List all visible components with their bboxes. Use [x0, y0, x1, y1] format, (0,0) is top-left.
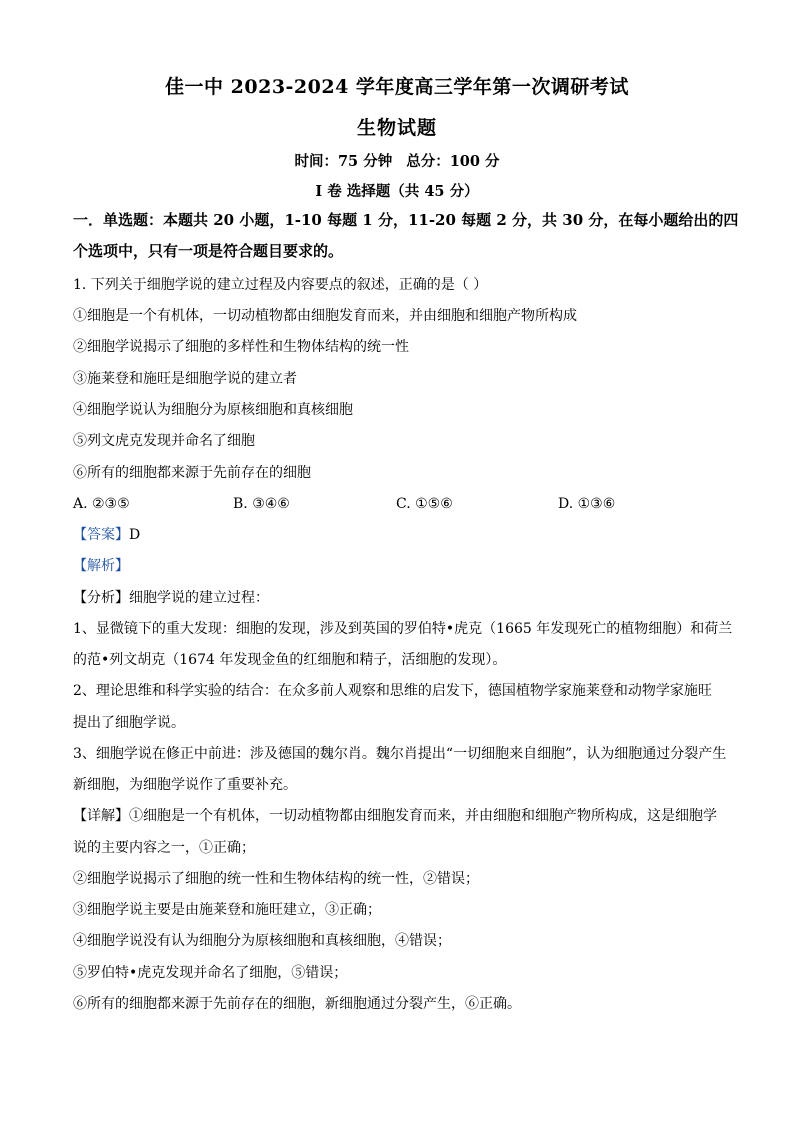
- section-instruction-line2: 个选项中，只有一项是符合题目要求的。: [73, 242, 344, 260]
- analysis-line-6: 新细胞，为细胞学说作了重要补充。: [73, 777, 297, 793]
- statement-1: ①细胞是一个有机体，一切动植物都由细胞发育而来，并由细胞和细胞产物所构成: [73, 308, 577, 324]
- detail-line-5: ⑤罗伯特•虎克发现并命名了细胞，⑤错误；: [73, 965, 348, 981]
- option-a: A. ②③⑤: [73, 496, 130, 512]
- detail-label: 【详解】: [73, 808, 129, 824]
- analysis-intro-text: 细胞学说的建立过程：: [129, 590, 269, 606]
- section-instruction-line1: 一．单选题：本题共 20 小题，1-10 每题 1 分，11-20 每题 2 分，共 30 分，在每小题给出的四: [73, 211, 739, 229]
- analysis-label: 【解析】: [73, 558, 129, 574]
- exam-title: 佳一中 2023-2024 学年度高三学年第一次调研考试: [165, 76, 629, 98]
- analysis-line-2: 的范•列文胡克（1674 年发现金鱼的红细胞和精子，活细胞的发现）。: [73, 652, 507, 668]
- statement-5: ⑤列文虎克发现并命名了细胞: [73, 433, 255, 449]
- exam-time: 时间：75 分钟: [294, 153, 393, 170]
- analysis-line-3: 2、理论思维和科学实验的结合：在众多前人观察和思维的启发下，德国植物学家施莱登和动物学家施旺: [73, 683, 712, 699]
- detail-first-line: [73, 806, 717, 826]
- analysis-intro: [73, 588, 269, 608]
- statement-6: ⑥所有的细胞都来源于先前存在的细胞: [73, 465, 311, 481]
- statement-4: ④细胞学说认为细胞分为原核细胞和真核细胞: [73, 402, 353, 418]
- volume-heading: I 卷 选择题（共 45 分）: [315, 183, 479, 200]
- analysis-line-1: 1、显微镜下的重大发现：细胞的发现，涉及到英国的罗伯特•虎克（1665 年发现死亡的植物细胞）和荷兰: [73, 621, 733, 637]
- detail-line-6: ⑥所有的细胞都来源于先前存在的细胞，新细胞通过分裂产生，⑥正确。: [73, 996, 521, 1012]
- detail-line-1: 说的主要内容之一，①正确；: [73, 840, 255, 856]
- analysis-heading: [73, 556, 129, 576]
- answer-label: 【答案】: [73, 527, 129, 543]
- question-stem: 1. 下列关于细胞学说的建立过程及内容要点的叙述，正确的是（ ）: [73, 277, 488, 293]
- analysis-line-4: 提出了细胞学说。: [73, 715, 185, 731]
- analysis-intro-label: 【分析】: [73, 590, 129, 606]
- analysis-line-5: 3、细胞学说在修正中前进：涉及德国的魏尔肖。魏尔肖提出“一切细胞来自细胞”，认为细胞通过分裂产生: [73, 746, 727, 762]
- option-c: C. ①⑤⑥: [396, 496, 453, 512]
- answer-value: D: [129, 527, 141, 543]
- detail-first-text: ①细胞是一个有机体，一切动植物都由细胞发育而来，并由细胞和细胞产物所构成，这是细胞学: [129, 808, 717, 824]
- detail-line-2: ②细胞学说揭示了细胞的统一性和生物体结构的统一性，②错误；: [73, 871, 479, 887]
- option-d: D. ①③⑥: [558, 496, 616, 512]
- detail-line-4: ④细胞学说没有认为细胞分为原核细胞和真核细胞，④错误；: [73, 933, 451, 949]
- subject-title: 生物试题: [356, 117, 437, 139]
- detail-line-3: ③细胞学说主要是由施莱登和施旺建立，③正确；: [73, 902, 381, 918]
- exam-meta: [0, 150, 794, 171]
- statement-2: ②细胞学说揭示了细胞的多样性和生物体结构的统一性: [73, 339, 409, 355]
- option-b: B. ③④⑥: [233, 496, 290, 512]
- statement-3: ③施莱登和施旺是细胞学说的建立者: [73, 371, 297, 387]
- exam-score: 总分：100 分: [406, 153, 500, 170]
- answer-line: [73, 525, 140, 545]
